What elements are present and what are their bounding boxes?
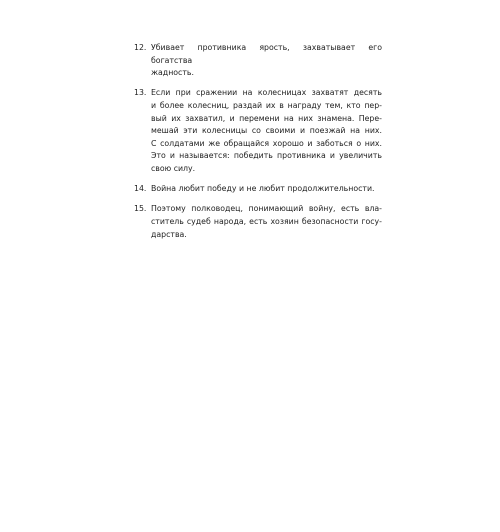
text-line: вый их захватил, и перемени на них знамена. Пере- — [151, 113, 382, 123]
text-line: Если при сражении на колесницах захватят десять — [151, 88, 382, 98]
paragraph-text — [151, 183, 382, 196]
text-line: Это и называется: победить противника и увеличить — [151, 151, 382, 161]
text-line: Война любит победу и не любит продолжительности. — [151, 184, 375, 194]
text-line: Поэтому полководец, понимающий войну, есть вла- — [151, 204, 382, 214]
paragraph-text — [151, 42, 382, 80]
paragraph-text — [151, 203, 382, 241]
paragraph-14 — [134, 183, 382, 196]
paragraph-text — [151, 87, 382, 175]
paragraph-number: 13. — [134, 88, 147, 98]
paragraph-number: 14. — [134, 184, 147, 194]
paragraph-13 — [134, 87, 382, 175]
text-line: Убивает противника ярость, захватывает его богатства — [151, 43, 382, 65]
paragraph-15 — [134, 203, 382, 241]
text-line: свою силу. — [151, 163, 196, 173]
paragraph-12 — [134, 42, 382, 80]
text-line: мешай эти колесницы со своими и поезжай на них. — [151, 126, 382, 136]
numbered-paragraphs — [134, 42, 382, 249]
text-line: ститель судеб народа, есть хозяин безопасности госу- — [151, 216, 382, 226]
paragraph-number: 12. — [134, 43, 147, 52]
text-line: жадность. — [151, 68, 194, 78]
text-line: дарства. — [151, 229, 187, 239]
paragraph-number: 15. — [134, 204, 147, 214]
text-line: С солдатами же обращайся хорошо и заботься о них. — [151, 138, 382, 148]
text-line: и более колесниц, раздай их в награду тем, кто пер- — [151, 100, 382, 110]
